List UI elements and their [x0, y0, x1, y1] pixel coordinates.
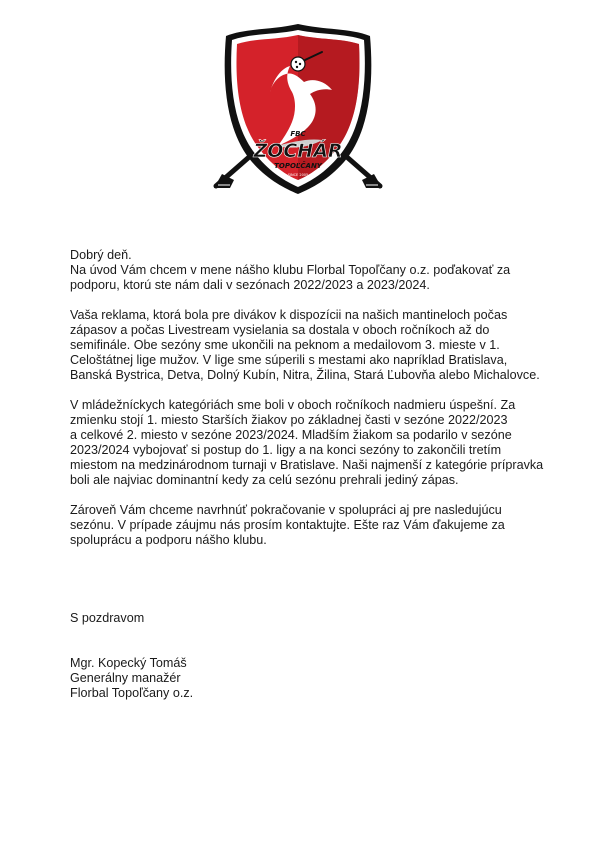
text-line: Celoštátnej lige mužov. V lige sme súperili s mestami ako napríklad Bratislava,	[70, 353, 508, 367]
paragraph-thanks	[70, 263, 540, 293]
text-line: 2023/2024 vybojovať si postup do 1. ligy a na konci sezóny to zakončili tretím	[70, 443, 502, 457]
club-logo	[212, 22, 384, 198]
logo-tagline: SINCE 2005	[287, 173, 309, 177]
logo-arc-text: FBC	[290, 130, 306, 138]
signature-name: Mgr. Kopecký Tomáš	[70, 656, 187, 670]
paragraph-proposal	[70, 503, 540, 548]
greeting: Dobrý deň.	[70, 248, 132, 262]
letter-body	[70, 248, 544, 563]
paragraph-advertising	[70, 308, 540, 383]
text-line: Zároveň Vám chceme navrhnúť pokračovanie v spolupráci aj pre nasledujúcu	[70, 503, 502, 517]
logo-club-name: ŽOCHÁR	[253, 140, 343, 162]
text-line: Banská Bystrica, Detva, Dolný Kubín, Nitra, Žilina, Stará Ľubovňa alebo Michalovce.	[70, 368, 540, 382]
text-line: V mládežníckych kategóriách sme boli v oboch ročníkoch nadmieru úspešní. Za	[70, 398, 516, 412]
signature-block	[70, 656, 193, 701]
text-line: a celkové 2. miesto v sezóne 2023/2024. Mladším žiakom sa podarilo v sezóne	[70, 428, 512, 442]
text-line: Vaša reklama, ktorá bola pre divákov k dispozícii na našich mantineloch počas	[70, 308, 508, 322]
text-line: zmienku stojí 1. miesto Starších žiakov po základnej časti v sezóne 2022/2023	[70, 413, 508, 427]
signature-organization: Florbal Topoľčany o.z.	[70, 686, 194, 700]
text-line: podporu, ktorú ste nám dali v sezónach 2022/2023 a 2023/2024.	[70, 278, 430, 292]
text-line: zápasov a počas Livestream vysielania sa dostala v oboch ročníkoch až do	[70, 323, 490, 337]
text-line: Na úvod Vám chcem v mene nášho klubu Florbal Topoľčany o.z. poďakovať za	[70, 263, 511, 277]
text-line: miestom na medzinárodnom turnaji v Bratislave. Naši najmenší z kategórie prípravka	[70, 458, 544, 472]
text-line: semifinále. Obe sezóny sme ukončili na peknom a medailovom 3. mieste v 1.	[70, 338, 500, 352]
logo-city: TOPOĽČANY	[274, 162, 322, 170]
signature-title: Generálny manažér	[70, 671, 181, 685]
paragraph-youth	[70, 398, 544, 488]
text-line: boli ale najviac dominantní kedy za celú sezónu prehrali jediný zápas.	[70, 473, 459, 487]
closing: S pozdravom	[70, 611, 145, 625]
text-line: sezónu. V prípade záujmu nás prosím kontaktujte. Ešte raz Vám ďakujeme za	[70, 518, 505, 532]
text-line: spoluprácu a podporu nášho klubu.	[70, 533, 267, 547]
